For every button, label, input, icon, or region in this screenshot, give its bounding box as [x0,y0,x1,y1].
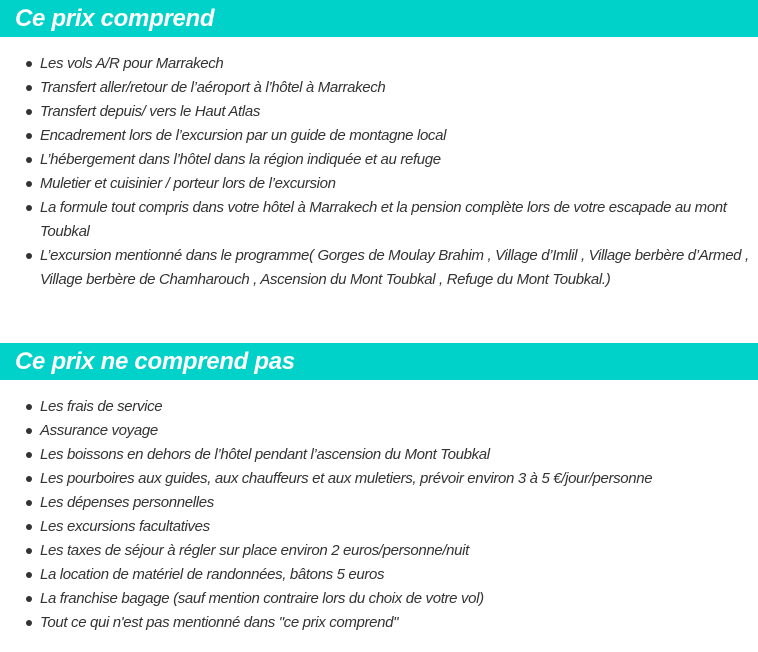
list-item-text: Encadrement lors de l’excursion par un guide de montagne local [40,127,447,144]
list-item [0,491,758,515]
list-item [0,443,758,467]
list-item [0,539,758,563]
list-item [0,587,758,611]
list-item [0,196,758,244]
list-item-text: Les pourboires aux guides, aux chauffeurs et aux muletiers, prévoir environ 3 à 5 €/jour/personne [40,470,653,487]
list-item [0,611,758,635]
list-item [0,76,758,100]
list-item [0,172,758,196]
list-item-text: La formule tout compris dans votre hôtel à Marrakech et la pension complète lors de votre escapade au mont Toubkal [40,199,727,240]
list-item-text: Tout ce qui n'est pas mentionné dans "ce prix comprend" [40,614,399,631]
bullet-icon [26,548,32,554]
list-item-text: Les vols A/R pour Marrakech [40,55,224,72]
list-item [0,244,758,292]
list-item-text: Transfert aller/retour de l’aéroport à l’hôtel à Marrakech [40,79,386,96]
bullet-icon [26,85,32,91]
list-item-text: La franchise bagage (sauf mention contraire lors du choix de votre vol) [40,590,484,607]
list-item-text: L’hébergement dans l’hôtel dans la région indiquée et au refuge [40,151,441,168]
list-item-text: L’excursion mentionné dans le programme( Gorges de Moulay Brahim , Village d’Imlil , Village berbère d’Armed , Village berbère de Chamharouch , Ascension du Mont Toubkal , Refuge du Mont Toubkal.) [40,247,749,288]
list-item-text: La location de matériel de randonnées, bâtons 5 euros [40,566,385,583]
section-title-included: Ce prix comprend [0,0,758,37]
bullet-icon [26,524,32,530]
excluded-list [0,395,758,635]
bullet-icon [26,157,32,163]
list-item [0,124,758,148]
list-item [0,419,758,443]
list-item [0,515,758,539]
list-item [0,467,758,491]
bullet-icon [26,428,32,434]
bullet-icon [26,500,32,506]
list-item [0,148,758,172]
included-list [0,52,758,292]
list-item [0,100,758,124]
bullet-icon [26,253,32,259]
section-title-excluded: Ce prix ne comprend pas [0,343,758,380]
bullet-icon [26,620,32,626]
bullet-icon [26,476,32,482]
bullet-icon [26,452,32,458]
list-item-text: Assurance voyage [40,422,158,439]
list-item-text: Les dépenses personnelles [40,494,214,511]
list-item [0,52,758,76]
bullet-icon [26,109,32,115]
list-item-text: Les taxes de séjour à régler sur place environ 2 euros/personne/nuit [40,542,469,559]
list-item-text: Transfert depuis/ vers le Haut Atlas [40,103,260,120]
bullet-icon [26,404,32,410]
list-item-text: Muletier et cuisinier / porteur lors de l’excursion [40,175,336,192]
list-item-text: Les excursions facultatives [40,518,210,535]
list-item-text: Les boissons en dehors de l’hôtel pendant l’ascension du Mont Toubkal [40,446,490,463]
bullet-icon [26,61,32,67]
list-item-text: Les frais de service [40,398,163,415]
bullet-icon [26,596,32,602]
bullet-icon [26,133,32,139]
list-item [0,395,758,419]
list-item [0,563,758,587]
bullet-icon [26,572,32,578]
bullet-icon [26,205,32,211]
bullet-icon [26,181,32,187]
